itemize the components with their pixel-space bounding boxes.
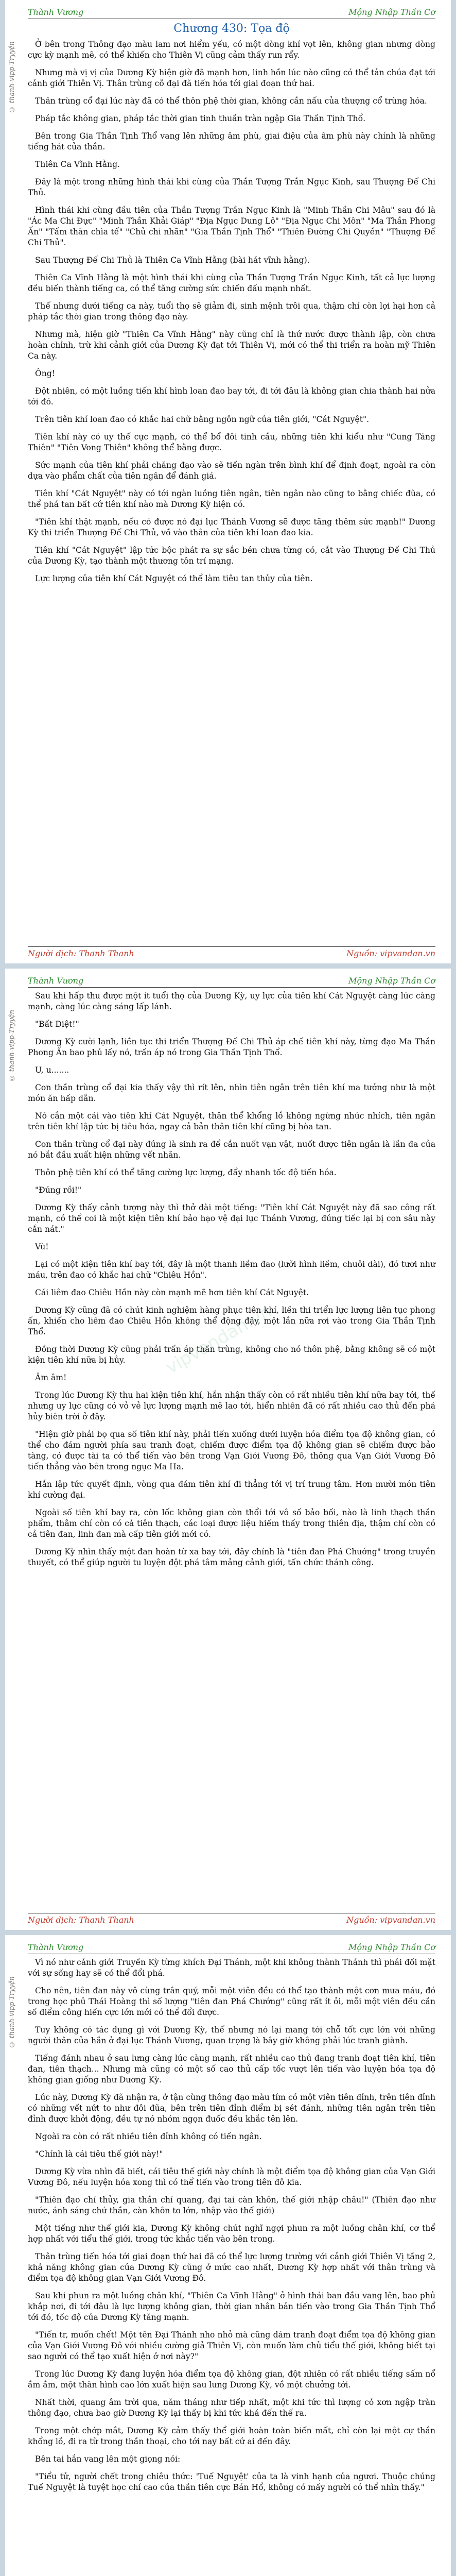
paragraph: "Tiên khí thật mạnh, nếu có được nó đại lục Thánh Vương sẽ được tăng thêm sức mạnh!" Dương Kỳ thi triển Thượng Đế Chi Thủ, vồ vào thân của tiên khí loan đao kia.	[28, 517, 435, 537]
paragraph: Bên trong Gia Thần Tịnh Thổ vang lên những âm phù, giai điệu của âm phù này chính là những tiếng hát của thần.	[28, 131, 435, 151]
page-header	[28, 976, 435, 986]
paragraph: Con thần trùng cổ đại kia thấy vậy thì rít lên, nhìn tiên ngân trên tiên khí ma tưởng như là một món ăn hấp dẫn.	[28, 1083, 435, 1103]
paragraph: Đồng thời Dương Kỳ cũng phải trấn áp thần trùng, không cho nó thôn phệ, bằng không sẽ có một kiện tiên khí nữa bị hủy.	[28, 1345, 435, 1365]
paragraph: Sau Thượng Đế Chi Thủ là Thiên Ca Vĩnh Hằng (bài hát vĩnh hằng).	[35, 256, 310, 265]
paragraph: Vù!	[35, 1242, 49, 1251]
header-book-title: Mộng Nhập Thần Cơ	[348, 976, 435, 986]
paragraph: Trong một chớp mắt, Dương Kỳ cảm thấy thể giới hoàn toàn biến mất, chỉ còn lại một cự thần khổng lồ, đi ra từ trong thần thoại, cho tới nay bất cứ ai đến đây.	[28, 2426, 435, 2446]
paragraph: Vì nó như cảnh giới Truyền Kỳ từng khích Đại Thánh, một khi không thành Thánh thì phải đối mặt với sự sống hay sẽ có thể đổi phá.	[28, 1958, 435, 1978]
paragraph: Trong lúc Dương Kỳ đang luyện hóa điểm tọa độ không gian, đột nhiên có rất nhiều tiếng sấm nổ ầm ầm, một thân hình cao lớn xuất hiện sau lưng Dương Kỳ, vồ một chưởng tới.	[28, 2369, 435, 2389]
paragraph: Ngoài số tiên khí bay ra, còn lốc không gian còn thổi tới vô số bảo bối, nào là linh thạch thần phẩm, thâm chí còn có cả tiên thạch, các loại được liệu hiếm thấy trong thiên địa, thậm chí còn có cả tiên đan, linh đan mà cấp tiên giới mới có.	[28, 1508, 435, 1539]
page-1	[5, 0, 451, 963]
page-footer	[28, 946, 435, 958]
header-author: Thành Vương	[28, 1942, 84, 1952]
paragraph: Một tiếng như thế giới kia, Dương Kỳ không chút nghĩ ngợi phun ra một luồng chân khí, cơ thể hợp nhất với tiểu thế giới, trong tức khắc tiến vào bên trong.	[28, 2224, 435, 2244]
paragraph: Thân trùng tiến hóa tới giai đoạn thứ hai đã có thể lực lượng trường với cảnh giới Thiên Vị tầng 2, khả năng không gian của Dương Kỳ cũng ở mức cao nhất, Dương Kỳ hợp nhất với thân trùng và điểm tọa độ không gian Vạn Giới Vương Đô.	[28, 2252, 435, 2283]
paragraph: Nhưng mà, hiện giờ "Thiên Ca Vĩnh Hằng" này cũng chỉ là thứ nước được thành lập, còn chưa hoàn chỉnh, trừ khi cảnh giới của Dương Kỳ đạt tới Thiên Vị, mới có thể thi triển ra hoàn mỹ Thiên Ca này.	[28, 330, 435, 361]
paragraph: Sức mạnh của tiên khí phải chăng đạo vào sẽ tiến ngàn trên bình khí để định đoạt, ngoài ra còn dựa vào phẩm chất của tiên ngân để đánh giá.	[28, 461, 435, 481]
paragraph: Tiên khí "Cát Nguyệt" lập tức bộc phát ra sự sắc bén chưa từng có, cắt vào Thượng Đế Chi Thủ của Dương Kỳ, tạo thành một thương tôn trí mạng.	[28, 546, 435, 566]
paragraph: Sau khi phun ra một luồng chân khí, "Thiên Ca Vĩnh Hằng" ở hình thái ban đầu vang lên, bao phủ khắp nơi, đi tới đâu là lực lượng không gian, thời gian nhân bản tiến vào trong Gia Thần Tịnh Thổ tới đó, tốc độ của Dương Kỳ tăng mạnh.	[28, 2291, 435, 2322]
paragraph: "Bất Diệt!"	[35, 1020, 79, 1029]
paragraph: Đột nhiên, có một luồng tiến khí hình loan đao bay tới, đi tới đâu là không gian chia thành hai nửa tới đó.	[28, 386, 435, 406]
page-footer	[28, 1913, 435, 1925]
paragraph: Âm âm!	[35, 1373, 67, 1382]
page-2	[5, 969, 451, 1930]
footer-translator: Người dịch: Thanh Thanh	[28, 1915, 134, 1925]
chapter-title: Chương 430: Tọa độ	[173, 22, 290, 35]
paragraph: Hắn lập tức quyết định, vòng qua đám tiên khí đi thẳng tới vị trí trung tâm. Hơn mười món tiên khí cường đại.	[28, 1480, 435, 1500]
footer-translator: Người dịch: Thanh Thanh	[28, 948, 134, 958]
watermark: vipvandan.vn	[162, 1301, 275, 1378]
page-3-body	[28, 1957, 435, 2493]
paragraph: Tiếng đánh nhau ở sau lưng càng lúc càng mạnh, rất nhiều cao thủ đang tranh đoạt tiên khí, tiên đan, tiên thạch... Nhưng mà cũng có một số cao thủ cấp tốc vượt lên tiến vào luyện hóa tọa độ không gian giống như Dương Kỳ.	[28, 2054, 435, 2084]
paragraph: Thôn phệ tiên khí có thể tăng cường lực lượng, đẩy nhanh tốc độ tiến hóa.	[35, 1168, 337, 1177]
paragraph: "Đúng rồi!"	[35, 1185, 82, 1195]
paragraph: Nhất thời, quang âm trời qua, năm tháng như tiếp nhất, một khi tức thì lượng cỏ xơn ngập tràn thông đạo, chưa bao giờ Dương Kỳ lại thấy bị khi tức khá đến thế ra.	[28, 2398, 435, 2418]
paragraph: Tiên khí "Cát Nguyệt" này có tới ngàn luồng tiên ngân, tiên ngân nào cũng to bằng chiếc đũa, có thể phá tan bất cứ tiên khí nào mà Dương Kỳ hiện có.	[28, 489, 435, 509]
paragraph: Dương Kỳ vừa nhìn đã biết, cái tiêu thế giới này chính là một điểm tọa độ không gian của Vạn Giới Vương Đô, nếu luyện hóa xong thì có thể tiến vào trong tiên đô kia.	[28, 2167, 435, 2187]
paragraph: Đây là một trong những hình thái khi cùng của Thần Tượng Trần Ngục Kinh, sau Thượng Đế Chi Thủ.	[28, 177, 435, 197]
paragraph: Dương Kỳ cười lạnh, liền tục thi triển Thượng Đế Chi Thủ áp chế tiên khí này, từng đạo Ma Thần Phong Ấn bao phủ lấy nó, trấn áp nó trong Gia Thần Tịnh Thổ.	[28, 1037, 435, 1057]
paragraph: Lại có một kiện tiên khí bay tới, đây là một thanh liềm đao (lưỡi hình liềm, chuôi dài), đó tươi như máu, trên đao có khắc hai chữ "Chiêu Hồn".	[28, 1260, 435, 1280]
paragraph: Cho nên, tiên đan này vô cùng trân quý, mỗi một viên đều có thể tạo thành một cơn mưa máu, đó trong học phủ Thái Hoàng thì số lượng "tiên đan Phá Chướng" cũng rất ít ỏi, mỗi một viên đều cần số điểm công hiến cực lớn mới có thể đổi được.	[28, 1986, 435, 2017]
paragraph: Hình thái khi cùng đầu tiên của Thần Tượng Trần Ngục Kinh là "Minh Thần Chi Mâu" sau đó là "Ác Ma Chi Đực" "Minh Thần Khải Giáp" "Địa Ngục Dung Lô" "Địa Ngục Chi Môn" "Ma Thần Phong Ấn" "Tấm thân chìa tế" "Chủ chi nhãn" "Gia Thần Tịnh Thổ" "Thiên Đường Chi Quyền" "Thượng Đế Chi Thủ".	[28, 206, 435, 247]
paragraph: "Tiểu tử, người chết trong chiêu thức: 'Tuế Nguyệt' của ta là vinh hạnh của ngươi. Thuộc chúng Tuế Nguyệt là tuyệt học chí cao của thần tiên cực Bán Hổ, không có mấy người có thể nhìn thấy."	[28, 2472, 435, 2492]
paragraph: Lúc này, Dương Kỳ đã nhận ra, ở tận cùng thông đạo màu tím có một viên tiên đỉnh, trên tiên đỉnh có những vết nứt to như đôi đũa, bên trên tiên đỉnh điểm bị sét đánh, những tiên ngân trên tiên đỉnh được khởi động, đều tự nó nhóm ngọn đuốc đều khắc tên lên.	[28, 2093, 435, 2124]
paragraph: Dương Kỳ thấy cảnh tượng này thì thở dài một tiếng: "Tiên khí Cát Nguyệt này đã sao công rất mạnh, có thể coi là một kiện tiên khí bảo hạo vệ đại lục Thánh Vương, đúng tiếc lại bị con sâu này cắn nát."	[28, 1203, 435, 1234]
header-divider	[28, 987, 435, 988]
paragraph: Dương Kỳ nhìn thấy một đan hoàn từ xa bay tới, đây chính là "tiên đan Phá Chướng" trong truyền thuyết, có thể giúp người tu luyện đột phá tâm mảng cảnh giới, tấn chức thánh công.	[28, 1547, 435, 1567]
footer-source: Nguồn: vipvandan.vn	[346, 948, 435, 958]
paragraph: "Thiên đạo chí thủy, gia thần chí quang, đại tai càn khôn, thế giới nhập châu!" (Thiên đạo như nước, ánh sáng chứ thần, càn khôn to lớn, nhập vào thế giới)	[28, 2195, 435, 2215]
side-text: © thanh-vipp-Tryyện	[8, 1976, 16, 2048]
paragraph: Tuy không có tác dụng gì với Dương Kỳ, thế nhưng nó lại mang tới chỗ tốt cực lớn với những người thân của hắn ở đại lục Thánh Vương, quan trọng là bây giờ không phải lúc tranh giành.	[28, 2025, 435, 2045]
paragraph: Dương Kỳ cũng đã có chút kinh nghiệm hàng phục tiên khí, liền thi triển lực lượng liên tục phong ấn, khiến cho liêm đao Chiêu Hồn không thể động đậy, một lần nữa rơi vào trong Gia Thần Tịnh Thổ.	[28, 1306, 435, 1336]
footer-source: Nguồn: vipvandan.vn	[346, 1915, 435, 1925]
paragraph: Sau khi hấp thu được một ít tuổi thọ của Dương Kỳ, uy lực của tiên khí Cát Nguyệt càng lúc càng mạnh, càng lúc càng sáng lấp lánh.	[28, 991, 435, 1011]
paragraph: Pháp tắc không gian, pháp tắc thời gian tinh thuần tràn ngập Gia Thần Tịnh Thổ.	[35, 114, 366, 123]
page-1-body	[28, 39, 435, 584]
header-book-title: Mộng Nhập Thần Cơ	[348, 7, 435, 17]
paragraph: Nó cắn một cái vào tiên khí Cát Nguyệt, thân thể khổng lồ không ngừng nhúc nhích, tiên ngân trên tiên khí lập tức bị tiêu hóa, ngay cả bản thân tiên khí cũng bị hòa tan.	[28, 1111, 435, 1131]
header-author: Thành Vương	[28, 7, 84, 17]
paragraph: Con thần trùng cổ đại này đúng là sinh ra để cắn nuốt vạn vật, nuốt được tiên ngân là lần đa của nó bắt đầu xuất hiện những vết nhăn.	[28, 1140, 435, 1160]
paragraph: "Tiến tr, muốn chết! Một tên Đại Thánh nho nhỏ mà cũng dám tranh đoạt điểm tọa độ không gian của Vạn Giới Vương Đô với nhiều cường giả Thiên Vị, còn muốn làm chủ tiểu thế giới, không biết tại sao người có thể tạo xuất hiện ở nơi này?"	[28, 2330, 435, 2361]
paragraph: Ngoài ra còn có rất nhiều tiên đỉnh không có tiến ngân.	[35, 2132, 262, 2141]
side-text: © thanh-vipp-Tryyện	[8, 41, 16, 113]
page-3	[5, 1935, 451, 2576]
header-book-title: Mộng Nhập Thần Cơ	[348, 1942, 435, 1952]
page-header	[28, 7, 435, 17]
paragraph: Lực lượng của tiên khí Cát Nguyệt có thể làm tiêu tan thủy của tiên.	[35, 574, 313, 583]
paragraph: Bên tai hắn vang lên một giọng nói:	[35, 2454, 181, 2464]
paragraph: Nhưng mà vị vị của Dương Kỳ hiện giờ đã mạnh hơn, linh hồn lúc nào cũng có thể tản chúa đạt tới cảnh giới Thiên Vị. Thân trùng cỗ đại đã tiến hóa tới giai đoạn thứ hai.	[28, 68, 435, 88]
paragraph: Cái liêm đao Chiêu Hồn này còn mạnh mẽ hơn tiên khí Cát Nguyệt.	[35, 1288, 309, 1297]
footer-divider	[28, 946, 435, 947]
header-author: Thành Vương	[28, 976, 84, 986]
paragraph: "Hiện giờ phải bọ qua số tiên khí này, phải tiến xuống dưới luyện hóa điểm tọa độ không gian, có thể cho đám người phía sau tranh đoạt, chiếm được điểm tọa độ không gian sẽ chiếm được bảo tàng, có được tài ta có thể tiến vào bên trong Vạn Giới Vương Đô, thông qua Vạn Giới Vương Đô tiến thẳng vào bên trong ngục Ma Ha.	[28, 1430, 435, 1471]
paragraph: "Chính là cái tiêu thế giới này!"	[35, 2149, 163, 2159]
paragraph: U, u.......	[35, 1065, 69, 1075]
side-text: © thanh-vipp-Tryyện	[8, 1010, 16, 1082]
paragraph: Ở bên trong Thông đạo màu lam nơi hiểm yếu, có một dòng khí vọt lên, không gian nhưng dòng cực kỳ mạnh mẽ, có thể khiến cho Thiên Vị cũng cảm thấy run rẩy.	[28, 40, 435, 60]
paragraph: Trong lúc Dương Kỳ thu hai kiện tiên khí, hắn nhận thấy còn có rất nhiều tiên khí nữa bay tới, thế nhưng uy lực cũng có vỏ vẻ lực lượng mạnh mẽ lao tới, hiển nhiên đã có rất nhiều cao thủ đến phá hủy biên trời ở đây.	[28, 1391, 435, 1421]
paragraph: Tiên khí này có uy thế cực mạnh, có thể bổ đôi tinh cầu, những tiên khí kiểu như "Cung Táng Thiên" "Tiên Vong Thiên" không thể bằng được.	[28, 432, 435, 452]
paragraph: Trên tiên khí loan đao có khắc hai chữ bằng ngôn ngữ của tiên giới, "Cát Nguyệt".	[35, 415, 370, 424]
paragraph: Ông!	[35, 369, 56, 378]
page-header	[28, 1942, 435, 1952]
paragraph: Thế nhưng dưới tiếng ca này, tuổi thọ sẽ giảm đi, sinh mệnh trôi qua, thậm chí còn lợi hại hơn cả pháp tắc thời gian trong thông đạo này.	[28, 301, 435, 321]
paragraph: Thiên Ca Vĩnh Hằng.	[35, 160, 120, 169]
paragraph: Thiên Ca Vĩnh Hằng là một hình thái khi cùng của Thần Tượng Trần Ngục Kinh, tất cả lực lượng đều biến thành tiếng ca, có thể tăng cường sức chiến đấu mạnh nhất.	[28, 273, 435, 293]
paragraph: Thân trùng cổ đại lúc này đã có thể thôn phệ thời gian, không cần nấu của thượng cổ trùng hóa.	[35, 96, 427, 106]
page-2-body	[28, 991, 435, 1568]
